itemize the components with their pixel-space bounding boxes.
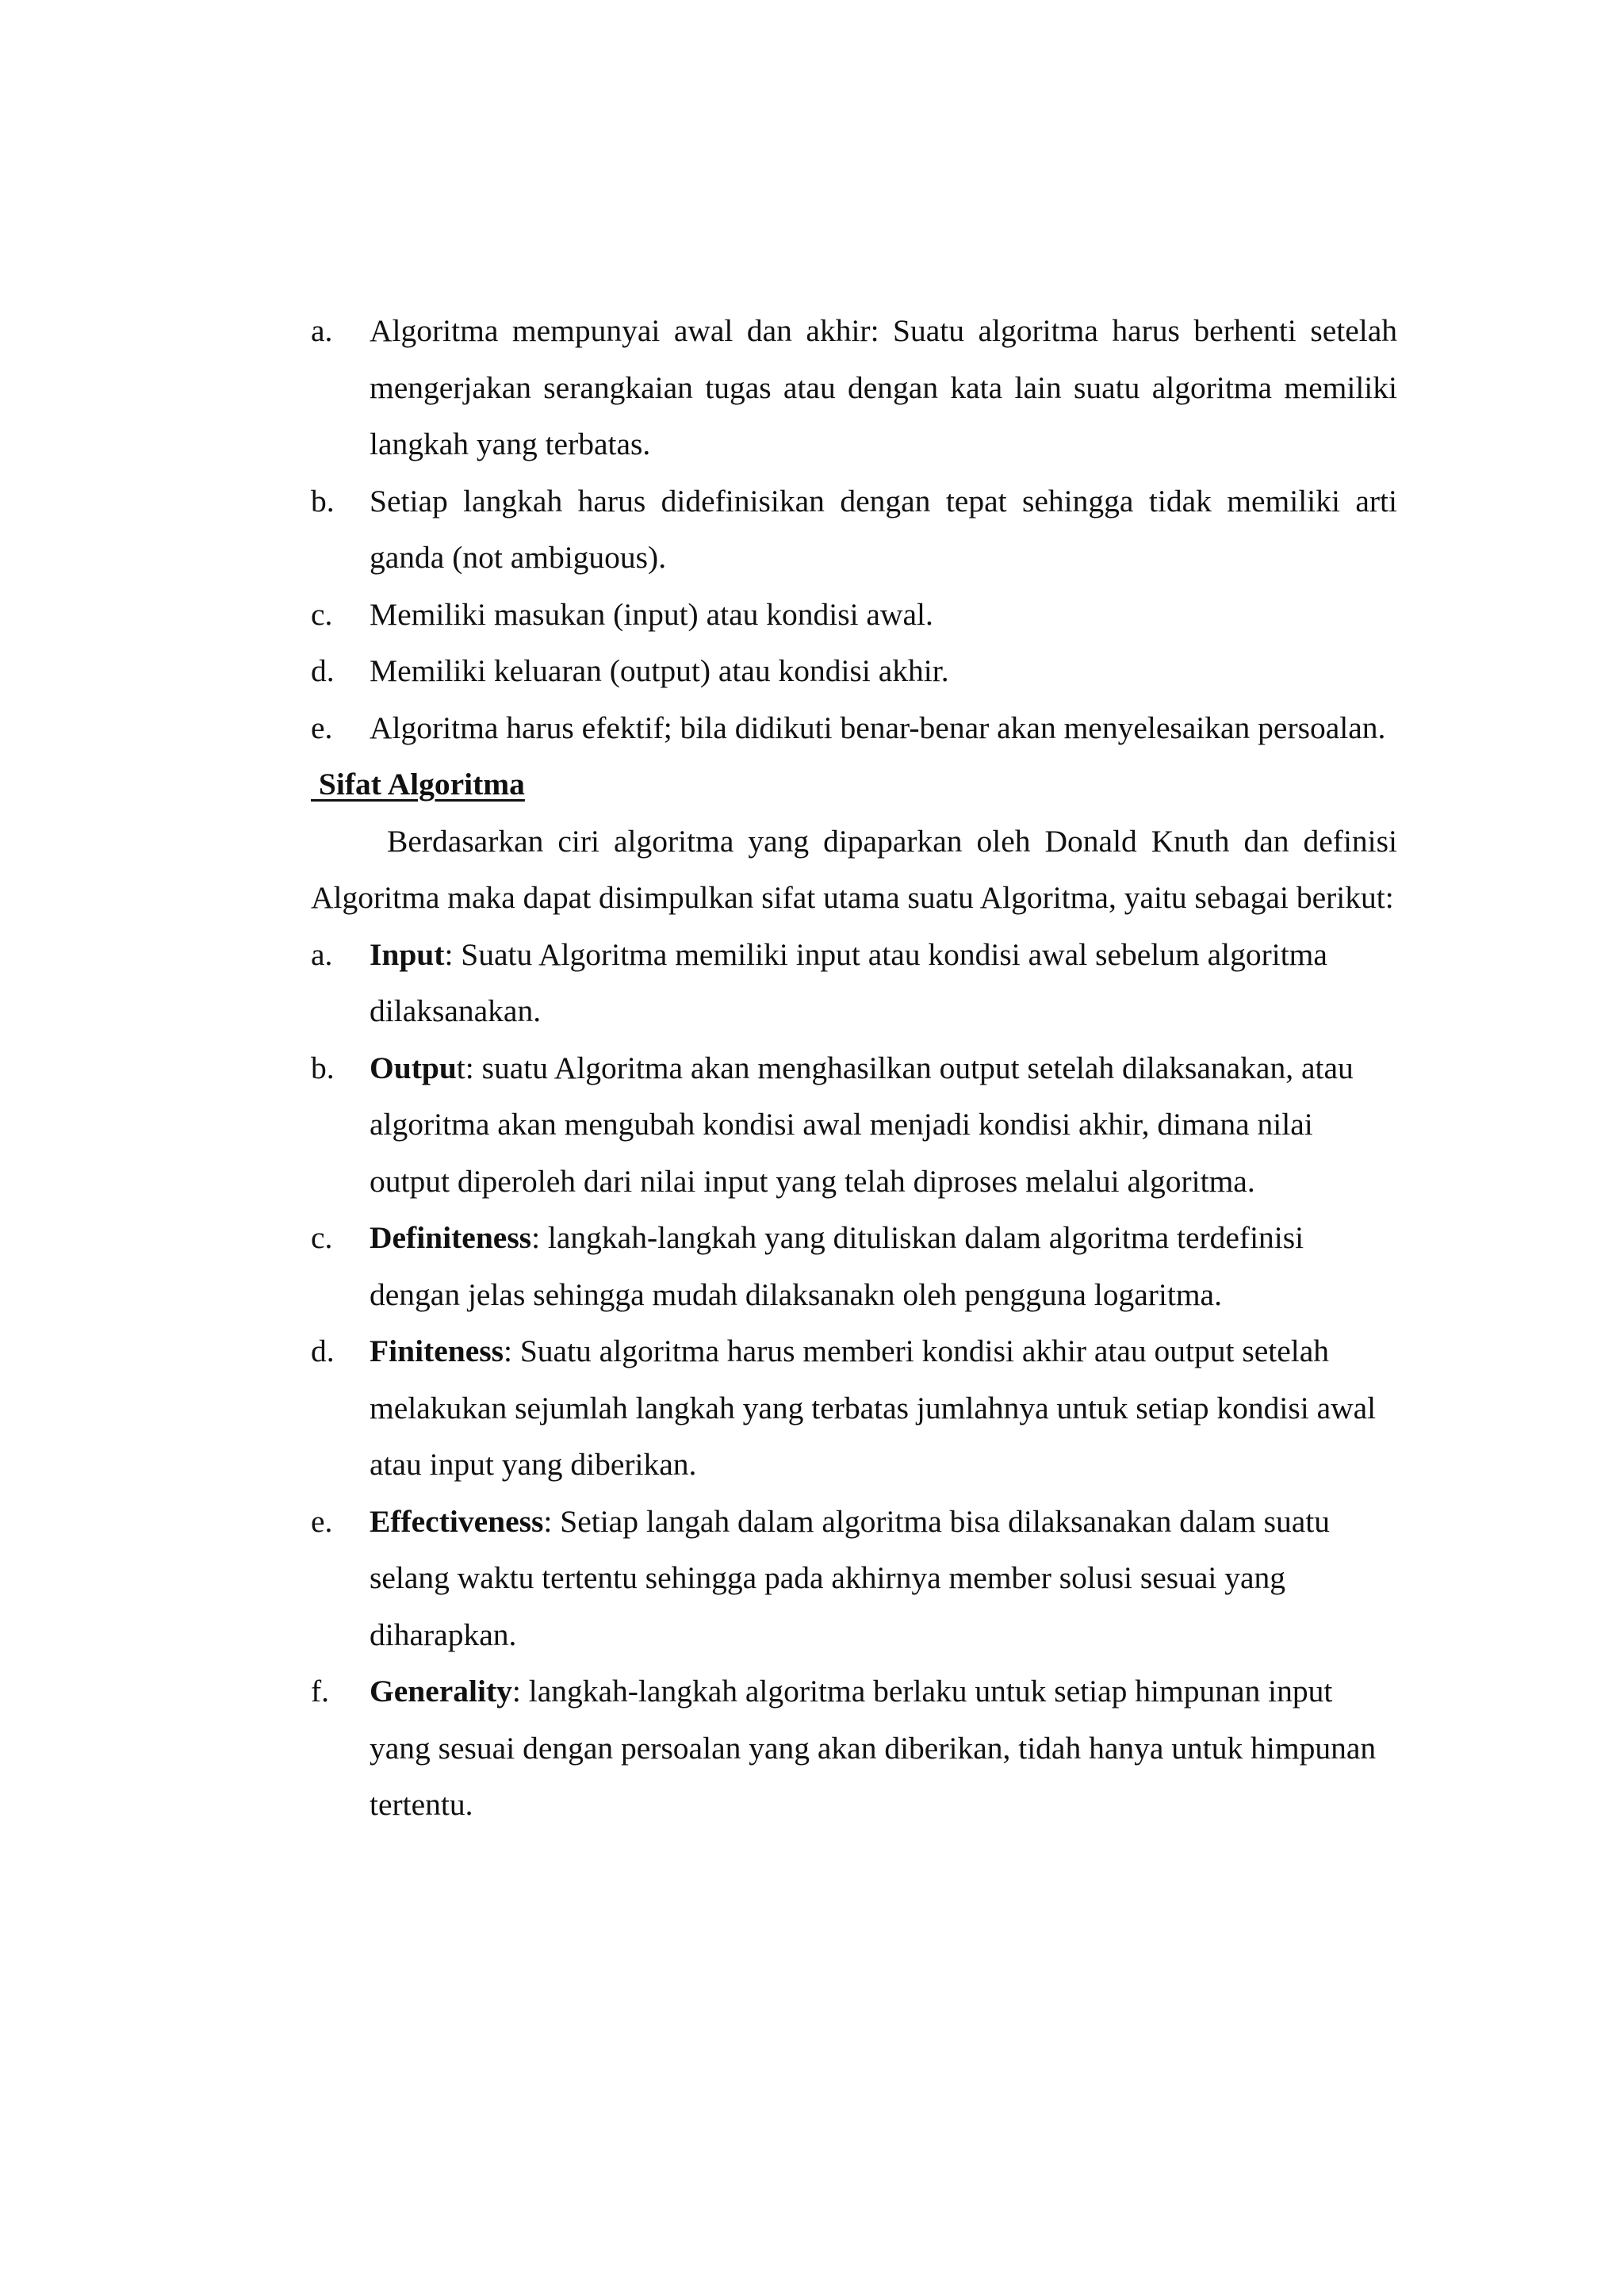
property-term: Generality [370,1674,512,1709]
list-item-text: Algoritma mempunyai awal dan akhir: Suatu algoritma harus berhenti setelah mengerjakan serangkaian tugas atau dengan kata lain suatu algoritma memiliki langkah yang terbatas. [370,313,1397,461]
property-description: : langkah-langkah yang dituliskan dalam algoritma terdefinisi dengan jelas sehingga mudah dilaksanakn oleh pengguna logaritma. [370,1220,1304,1312]
list-item-text [370,1210,1397,1323]
intro-paragraph: Berdasarkan ciri algoritma yang dipaparkan oleh Donald Knuth dan definisi Algoritma maka dapat disimpulkan sifat utama suatu Algoritma, yaitu sebagai berikut: [311,823,1397,915]
list-item-text [370,1323,1397,1494]
list-item-text: Algoritma harus efektif; bila didikuti benar-benar akan menyelesaikan persoalan. [370,710,1386,745]
property-term: Effectiveness [370,1503,544,1539]
list-marker: b. [311,1050,335,1085]
list-item [311,1494,1397,1664]
property-description: : Suatu algoritma harus memberi kondisi akhir atau output setelah melakukan sejumlah langkah yang terbatas jumlahnya untuk setiap kondisi awal atau input yang diberikan. [370,1334,1377,1482]
property-term: Finiteness [370,1334,504,1368]
list-marker: c. [311,596,333,632]
property-description: t: suatu Algoritma akan menghasilkan output setelah dilaksanakan, atau algoritma akan mengubah kondisi awal menjadi kondisi akhir, dimana nilai output diperoleh dari nilai input yang telah diproses melalui algoritma. [370,1050,1354,1199]
list-item-text: Memiliki keluaran (output) atau kondisi akhir. [370,653,949,688]
list-item [311,1663,1397,1834]
section-heading: Sifat Algoritma [311,767,525,802]
list-item-text [370,1040,1397,1211]
property-term: Definiteness [370,1220,532,1255]
characteristics-list [311,303,1397,756]
list-item [311,587,1397,644]
list-item [311,700,1397,757]
list-item-text: Memiliki masukan (input) atau kondisi awal. [370,596,933,632]
property-term: Input [370,936,445,972]
properties-list [311,927,1397,1834]
list-item [311,473,1397,587]
list-item [311,1040,1397,1211]
list-item-text [370,1494,1397,1664]
list-marker: a. [311,936,333,972]
property-description: : langkah-langkah algoritma berlaku untuk setiap himpunan input yang sesuai dengan persoalan yang akan diberikan, tidah hanya untuk himpunan tertentu. [370,1674,1377,1822]
list-marker: e. [311,1503,333,1539]
list-item-text: Setiap langkah harus didefinisikan dengan tepat sehingga tidak memiliki arti ganda (not ambiguous). [370,483,1397,575]
list-marker: d. [311,653,335,688]
list-item-text [370,1663,1397,1834]
document-page [311,303,1397,1834]
list-marker: d. [311,1334,335,1368]
list-marker: e. [311,710,333,745]
list-item-text [370,927,1397,1040]
property-description: : Suatu Algoritma memiliki input atau kondisi awal sebelum algoritma dilaksanakan. [370,936,1327,1028]
list-marker: b. [311,483,335,519]
list-item [311,1210,1397,1323]
list-marker: f. [311,1674,330,1709]
list-item [311,927,1397,1040]
list-item [311,303,1397,473]
list-item [311,1323,1397,1494]
list-item [311,643,1397,700]
list-marker: a. [311,313,333,348]
property-description: : Setiap langah dalam algoritma bisa dilaksanakan dalam suatu selang waktu tertentu sehingga pada akhirnya member solusi sesuai yang diharapkan. [370,1503,1330,1652]
list-marker: c. [311,1220,333,1255]
property-term: Outpu [370,1050,457,1085]
